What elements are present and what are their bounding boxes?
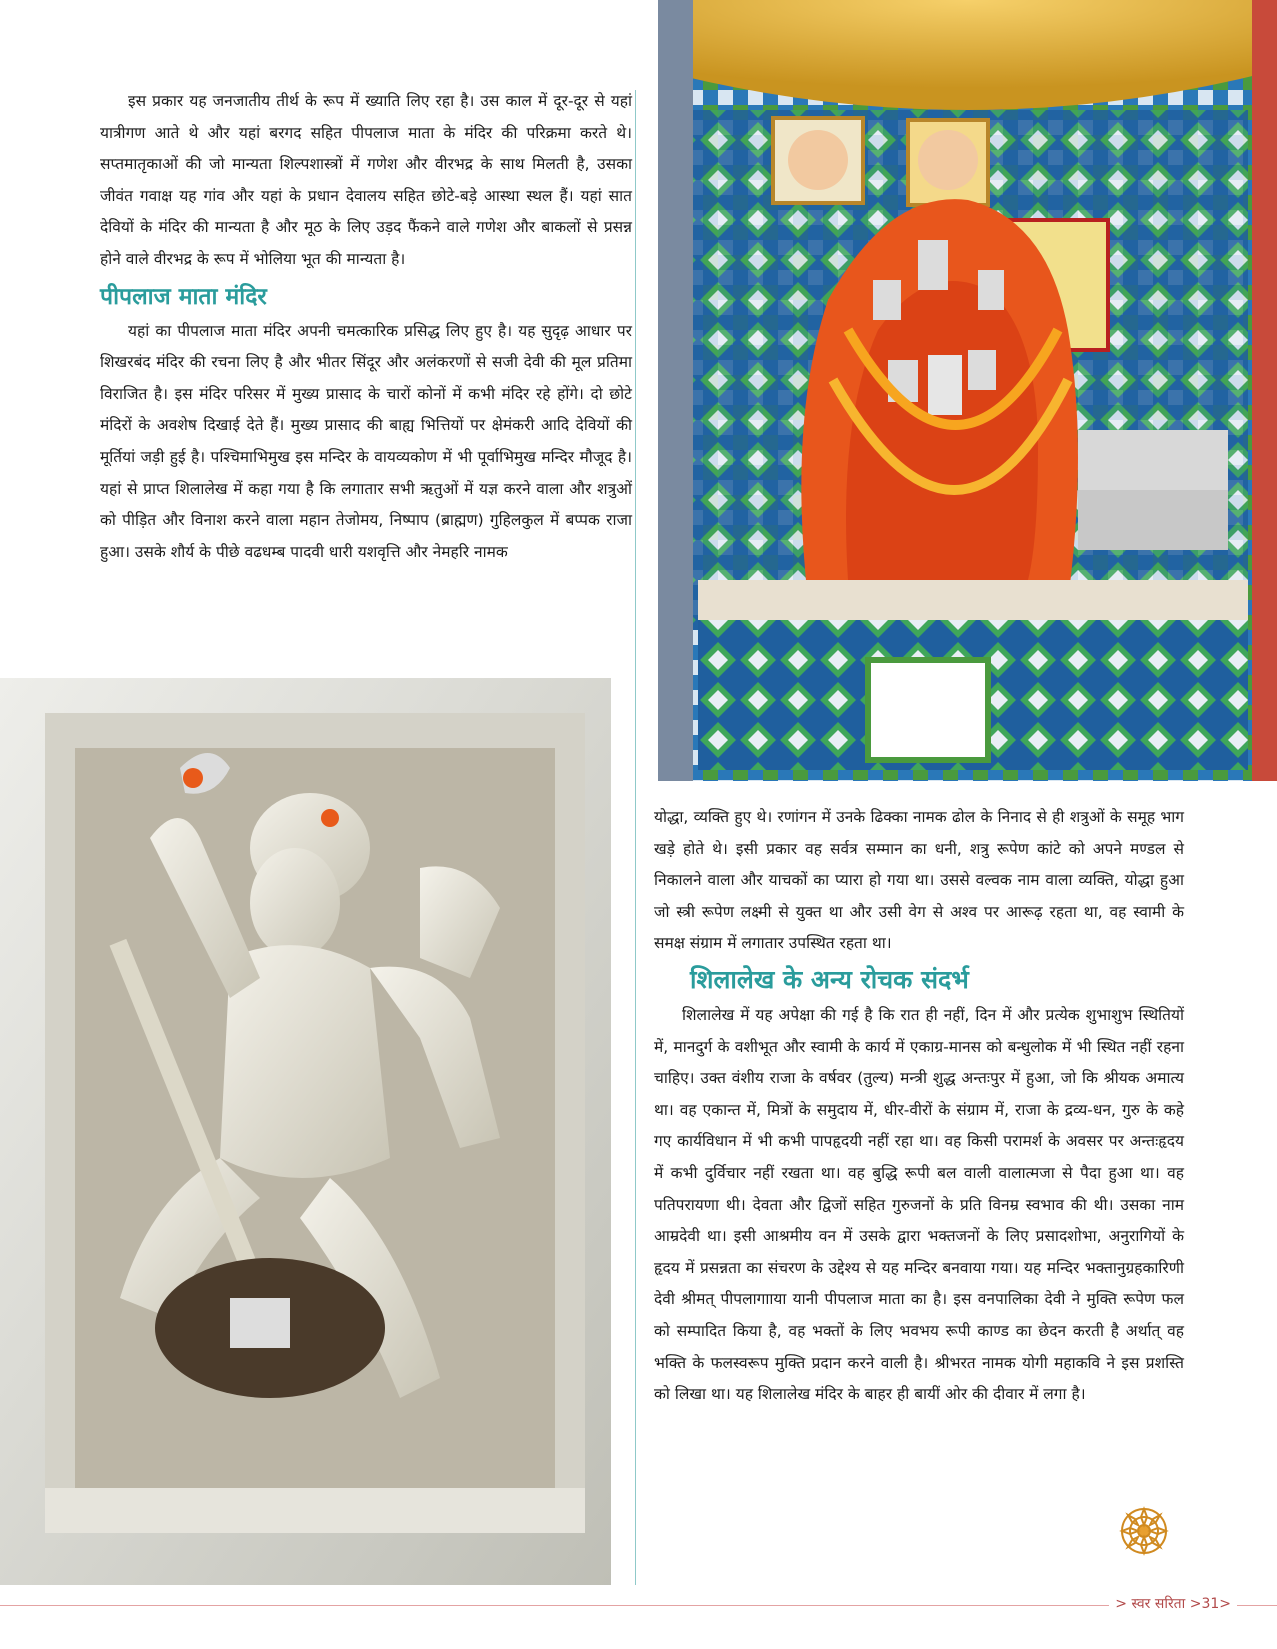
column-divider (635, 90, 636, 1585)
page-footer: > स्वर सरिता >31> (1109, 1594, 1237, 1613)
section-heading: शिलालेख के अन्य रोचक संदर्भ (690, 964, 969, 994)
paragraph: योद्धा, व्यक्ति हुए थे। रणांगन में उनके ढिक्का नामक ढोल के निनाद से ही शत्रुओं के समूह भाग खड़े होते थे। इसी प्रकार वह सर्वत्र सम्मान का धनी, शत्रु रूपेण कांटे को अपने मण्डल से निकालने वाला और याचकों का प्यारा हो गया था। उससे वल्वक नाम वाला व्यक्ति, योद्धा हुआ जो स्त्री रूपेण लक्ष्मी से युक्त था और उसी वेग से अश्व पर आरूढ़ रहता था, वह स्वामी के समक्ष संग्राम में लगातार उपस्थित रहता था। (654, 808, 1184, 953)
lotus-ornament-icon (1118, 1505, 1170, 1557)
paragraph: शिलालेख में यह अपेक्षा की गई है कि रात ही नहीं, दिन में और प्रत्येक शुभाशुभ स्थितियों में, मानदुर्ग के वशीभूत और स्वामी के कार्य में एकाग्र-मानस को बन्धुलोक में भी स्थित नहीं रहना चाहिए। उक्त वंशीय राजा के वर्षवर (तुल्य) मन्त्री शुद्ध अन्तःपुर में हुआ, जो कि श्रीयक अमात्य था। वह एकान्त में, मित्रों के समुदाय में, धीर-वीरों के संग्राम में, राजा के द्रव्य-धन, गुरु के कहे गए कार्यविधान में भी कभी पापहृदयी नहीं रहा था। वह किसी परामर्श के अवसर पर अन्तःहृदय में कभी दुर्विचार नहीं रखता था। वह बुद्धि रूपी बल वाली वालात्मजा से पैदा हुआ था। वह पतिपरायणा थी। देवता और द्विजों सहित गुरुजनों के प्रति विनम्र स्वभाव की थी। उसका नाम आम्रदेवी था। इसी आश्रमीय वन में उसके द्वारा भक्तजनों के लिए प्रसादशोभा, अनुरागियों के हृदय में प्रसन्नता का संचरण के उद्देश्य से यह मन्दिर बनवाया गया। यह मन्दिर भक्तानुग्रहकारिणी देवी श्रीमत् पीपलागााया यानी पीपलाज माता का है। इस वनपालिका देवी ने मुक्ति रूपेण फल को सम्पादित किया है, वह भक्तों के लिए भवभय रूपी काण्ड का छेदन करती है अर्थात् वह भक्ति के फलस्वरूप मुक्ति प्रदान करने वाली है। श्रीभरत नामक योगी महाकवि ने इस प्रशस्ति को लिखा था। यह शिलालेख मंदिर के बाहर ही बायीं ओर की दीवार में लगा है। (654, 1005, 1184, 1404)
sculpture-photo (0, 678, 611, 1585)
paragraph: इस प्रकार यह जनजातीय तीर्थ के रूप में ख्याति लिए रहा है। उस काल में दूर-दूर से यहां यात्रीगण आते थे और यहां बरगद सहित पीपलाज माता के मंदिर की परिक्रमा करते थे। सप्तमातृकाओं की जो मान्यता शिल्पशास्त्रों में गणेश और वीरभद्र के साथ मिलती है, उसका जीवंत गवाक्ष यह गांव और यहां के प्रधान देवालय सहित छोटे-बड़े आस्था स्थल हैं। यहां सात देवियों के मंदिर की मान्यता है और मूठ के लिए उड़द फैंकने वाले गणेश और बाकलों से प्रसन्न होने वाले वीरभद्र के रूप में भोलिया भूत की मान्यता है। (100, 92, 632, 268)
shrine-photo (658, 0, 1277, 781)
right-column (654, 802, 1184, 1411)
paragraph: यहां का पीपलाज माता मंदिर अपनी चमत्कारिक प्रसिद्ध लिए हुए है। यह सुदृढ़ आधार पर शिखरबंद मंदिर की रचना लिए है और भीतर सिंदूर और अलंकरणों से सजी देवी की मूल प्रतिमा विराजित है। इस मंदिर परिसर में मुख्य प्रासाद के चारों कोनों में कभी मंदिर रहे होंगे। दो छोटे मंदिरों के अवशेष दिखाई देते हैं। मुख्य प्रासाद की बाह्य भित्तियों पर क्षेमंकरी आदि देवियों की मूर्तियां जड़ी हुई है। पश्चिमाभिमुख इस मन्दिर के वायव्यकोण में भी पूर्वाभिमुख मन्दिर मौजूद है। यहां से प्राप्त शिलालेख में कहा गया है कि लगातार सभी ऋतुओं में यज्ञ करने वाला और शत्रुओं को पीड़ित और विनाश करने वाला महान तेजोमय, निष्पाप (ब्राह्मण) गुहिलकुल में बप्पक राजा हुआ। उसके शौर्य के पीछे वढधम्ब पादवी धारी यशवृत्ति और नेमहरि नामक (100, 321, 632, 561)
footer-rule (0, 1605, 1277, 1606)
left-column (100, 86, 632, 568)
section-heading: पीपलाज माता मंदिर (100, 283, 267, 310)
